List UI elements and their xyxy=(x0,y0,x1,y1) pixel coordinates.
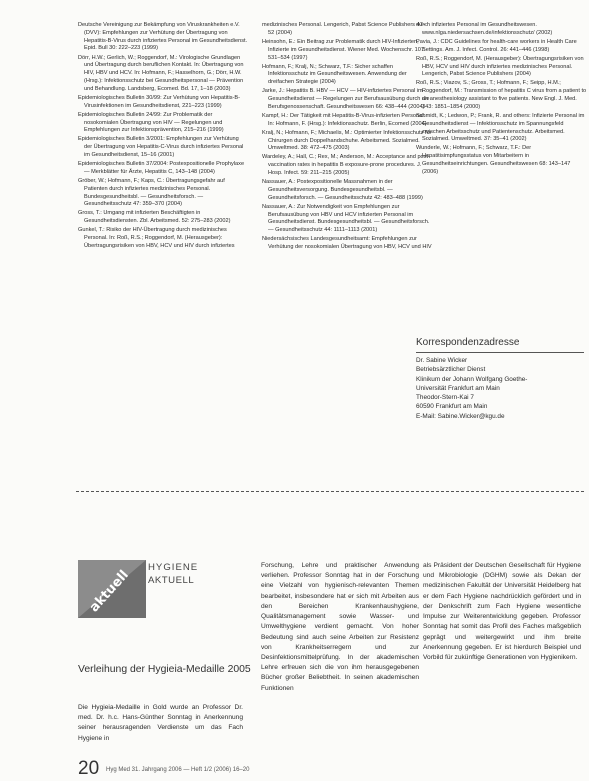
article-body-col-1: Die Hygieia-Medaille in Gold wurde an Professor Dr. med. Dr. h.c. Hans-Günther Sonntag in Anerkennung seiner herausragenden Verdienste um das Fach Hygiene in xyxy=(78,704,243,742)
reference-entry: medizinisches Personal. Lengerich, Pabst Science Publishers 47–52 (2004) xyxy=(262,22,426,36)
page-number: 20 xyxy=(78,758,100,779)
reference-entry: Epidemiologisches Bulletin 24/99: Zur Problematik der nosokomialen Übertragung von HIV — Regelungen und Empfehlungen zur Infektionsprävention, 215–216 (1999) xyxy=(78,111,224,134)
reference-entry: Wunderle, W.; Hofmann, F.; Schwarz, T.F.: Der Hepatitisimpfungsstatus von Mitarbeitern in Gesundheitseinrichtungen. Gesundheitswesen 68: 143–147 (2006) xyxy=(416,145,571,175)
reference-entry: Roß, R.S.; Roggendorf, M. (Herausgeber): Übertragungsrisiken von HBV, HCV und HIV durch infiziertes medizinisches Personal. Lengerich, Pabst Science Publishers (2004) xyxy=(416,55,584,78)
reference-column-2 xyxy=(262,22,432,253)
reference-entry: Epidemiologisches Bulletin 3/2001: Empfehlungen zur Verhütung der Übertragung von Hepatitis-C-Virus durch infiziertes Personal im Gesundheitsdienst, 15–16 (2001) xyxy=(78,136,244,158)
reference-entry: Hofmann, F.; Kralj, N.; Schwarz, T.F.: Sicher schaffen Infektionsschutz im Gesundheitswesen. Anwendung der dreifachen Strategie (2004) xyxy=(262,63,407,86)
reference-entry: Nassauer, A.: Postexpositionelle Massnahmen in der Gesundheitsversorgung. Bundesgesundheitsbl. — Gesundheitsforsch. — Gesundheitsschutz 42: 483–488 (1999) xyxy=(262,179,423,201)
section-divider xyxy=(76,491,584,492)
reference-entry: Roß, R.S.; Viazov, S.; Gross, T.; Hofmann, F.; Seipp, H.M.; Roggendorf, M.: Transmission of hepatitis C virus from a patient to an anesthesiology assistant to five patients. New Engl. J. Med. 343: 1851–1854 (2000) xyxy=(416,80,587,110)
reference-entry: Gross, T.: Umgang mit infizierten Beschäftigten in Gesundheitsdiensten. Zbl. Arbeitsmed. 52: 275–283 (2002) xyxy=(78,210,231,225)
reference-entry: Dörr, H.W.; Gerlich, W.; Roggendorf, M.: Virologische Grundlagen und Übertragung durch beruflichen Kontakt. In: Übertragung von HIV, HBV und HCV. In: Hofmann, F.; Hasselhorn, G.; Dörr, H.W. (Hrsg.): Infektionsschutz bei Gesundheitspersonal — Prävention und Behandlung. Landsberg, Ecomed. Bd. 17, 1–18 (2003) xyxy=(78,54,244,92)
contact-heading: Korrespondenzadresse xyxy=(416,337,584,353)
reference-entry: Kralj, N.; Hofmann, F.; Michaelis, M.: Optimierter Infektionsschutz für Chirurgen durch Doppelhandschuhe. Arbeitsmed. Sozialmed. Umweltmed. 38: 472–475 (2003) xyxy=(262,129,432,152)
reference-entry: Jarke, J.: Hepatitis B. HBV — HCV — HIV-infiziertes Personal im Gesundheitsdienst — Regelungen zur Berufsausübung durch die Berufsgenossenschaft. Gesundheitswesen 66: 438–444 (2004) xyxy=(262,88,430,110)
article-title: Verleihung der Hygieia-Medaille 2005 xyxy=(78,664,251,675)
reference-entry: Epidemiologisches Bulletin 37/2004: Postexpositionelle Prophylaxe — Merkblätter für Ärzte, Hepatitis C, 143–148 (2004) xyxy=(78,161,245,175)
reference-entry: Gunkel, T.: Risiko der HIV-Übertragung durch medizinisches Personal. In: Roß, R.S.; Roggendorf, M. (Herausgeber): Übertragungsrisiken von HBV, HCV und HIV durch infiziertes xyxy=(78,227,235,249)
contact-line: 60590 Frankfurt am Main xyxy=(416,403,488,411)
reference-entry: Schmidt, K.; Ledwon, P.; Frank, R. and others: Infizierte Personal im Gesundheitsdienst — Infektionsschutz im Spannungsfeld zwischen Arbeitsschutz und Patientenschutz. Arbeitsmed. Sozialmed. Umweltmed. 37: 35–41 (2002) xyxy=(416,112,585,143)
reference-column-3 xyxy=(416,22,588,178)
reference-entry: Epidemiologisches Bulletin 30/99: Zur Verhütung von Hepatitis-B-Virusinfektionen im Gesundheitsdienst, 221–223 (1999) xyxy=(78,94,240,109)
reference-entry: Nassauer, A.: Zur Notwendigkeit von Empfehlungen zur Berufsausübung von HBV und HCV infizierten Personal im Gesundheitsdienst. Bundesgesundheitsbl. — Gesundheitsforsch. — Gesundheitsschutz 44: 1111–1113 (2001) xyxy=(262,203,430,234)
reference-entry: durch infiziertes Personal im Gesundheitswesen. www.nlga.niedersachsen.de/infektionsschutz/ (2002) xyxy=(416,22,553,36)
reference-entry: Niedersächsisches Landesgesundheitsamt: Empfehlungen zur Verhütung der nosokomialen Übertragung von HBV, HCV und HIV xyxy=(262,236,432,251)
article-body-col-2: Forschung, Lehre und praktischer Anwendung verliehen. Professor Sonntag hat in der Forschung eine Vielzahl von hygienisch-relevanten Themen bearbeitet, insbesondere hat er sich mit Arbeiten aus den Bereichen Krankenhaushygiene, Qualitätsmanagement sowie Wasser- und Umwelthygiene verdient gemacht. Von hoher Bedeutung sind auch seine Arbeiten zur Resistenz von Krankheitserregern und zur Desinfektionsmittelprüfung. In der akademischen Lehre erfreuen sich die von ihm herausgegebenen Bücher großer Beliebtheit. In seinen akademischen Funktionen xyxy=(261,562,419,692)
contact-line: E-Mail: Sabine.Wicker@kgu.de xyxy=(416,412,505,420)
hygiene-aktuell-logo xyxy=(78,560,146,618)
reference-entry: Wardeley, A.; Hall, C.; Rex, M.; Anderson, M.: Acceptance and post-vaccination rates in hepatitis B exposure-prone procedures. J. Hosp. Infect. 59: 211–215 (2005) xyxy=(262,154,430,177)
contact-line: Theodor-Stern-Kai 7 xyxy=(416,394,474,402)
reference-entry: Deutsche Vereinigung zur Bekämpfung von Viruskrankheiten e.V. (DVV): Empfehlungen zur Verhütung der Übertragung von Hepatitis-B-Virus durch infiziertes Personal im Gesundheitsdienst. Epid. Bull 30: 222–223 (1999) xyxy=(78,22,248,52)
logo-text: aktuell xyxy=(86,567,132,616)
reference-entry: Kampf, H.: Der Tätigkeit mit Hepatitis-B-Virus-infizierten Personal. In: Hofmann, F. (Hrsg.): Infektionsschutz. Berlin, Ecomed (2004) xyxy=(262,112,427,127)
contact-line: Dr. Sabine Wicker xyxy=(416,357,468,364)
reference-entry: Heinsohn, E.: Ein Beitrag zur Problematik durch HIV-Infizierten, Infizierte im Gesundheitsdienst. Wiener Med. Wochenschr. 107: 531–534 (1997) xyxy=(262,38,426,61)
reference-entry: Pavia, J.: CDC Guidelines for health-care workers in Health Care Settings. Am. J. Infect. Control. 26: 441–446 (1998) xyxy=(416,38,577,53)
contact-line: Klinikum der Johann Wolfgang Goethe- xyxy=(416,375,528,383)
journal-citation: Hyg Med 31. Jahrgang 2006 — Heft 1/2 (2006) 16–20 xyxy=(106,767,250,773)
reference-column-1 xyxy=(78,22,248,252)
contact-address xyxy=(416,356,584,421)
rubric-line-1: HYGIENE xyxy=(148,562,199,573)
contact-line: Universität Frankfurt am Main xyxy=(416,384,500,392)
article-body-col-3: als Präsident der Deutschen Gesellschaft für Hygiene und Mikrobiologie (DGHM) sowie als Dekan der medizinischen Fakultät der Universität Heidelberg hat er dem Fach Hygiene nachdrücklich gefördert und in der Denkschrift zum Fach Hygiene wesentliche Impulse zur Weiterentwicklung gegeben. Professor Sonntag hat somit das Profil des Faches maßgeblich geprägt und weitergewirkt und ihm breite Anerkennung gegeben. Er ist hierdurch Beispiel und Vorbild für zukünftige Generationen von Hygienikern. xyxy=(423,562,581,661)
contact-line: Betriebsärztlicher Dienst xyxy=(416,366,486,374)
reference-entry: Gröber, W.; Hofmann, F.; Kaps, C.: Übertragungsgefahr auf Patienten durch infiziertes medizinisches Personal. Bundesgesundheitsbl. — Gesundheitsforsch. — Gesundheitsschutz 47: 359–370 (2004) xyxy=(78,177,225,208)
rubric-line-2: AKTUELL xyxy=(148,575,195,586)
